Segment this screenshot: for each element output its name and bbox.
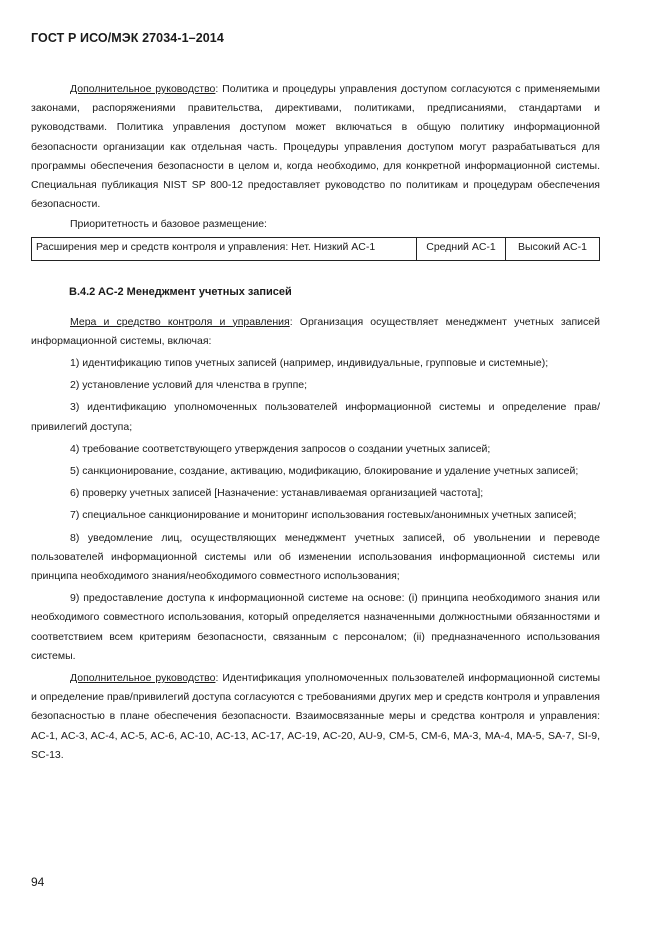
section-heading: B.4.2 AC-2 Менеджмент учетных записей	[69, 285, 292, 298]
list-item: 5) санкционирование, создание, активацию, модификацию, блокирование и удаление учетных записей;	[70, 465, 579, 478]
control-paragraph	[31, 313, 600, 351]
table-cell-high: Высокий AC-1	[506, 237, 600, 260]
list-item: 9) предоставление доступа к информационной системе на основе: (i) принципа необходимого знания или необходимого совместного использования, который определяется назначенными должностными обязанностями и соответствием всем критериям безопасности, связанным с персоналом; (ii) предназначенного использования системы.	[31, 592, 600, 662]
document-header: ГОСТ Р ИСО/МЭК 27034-1–2014	[31, 31, 224, 45]
table-cell-moderate: Средний AC-1	[417, 237, 506, 260]
control-items-list	[31, 354, 600, 666]
guidance-text: : Идентификация уполномоченных пользователей информационной системы и определение прав/привилегий доступа согласуются с требованиями других мер и средств контроля и управления безопасностью в плане обеспечения безопасности. Взаимосвязанные меры и средства контроля и управления: AC-1, AC-3, AC-4, AC-5, AC-6, AC-10, AC-13, AC-17, AC-19, AC-20, AU-9, CM-5, CM-6, MA-3, MA-4, MA-5, SA-7, SI-9, SC-13.	[31, 672, 600, 761]
baseline-table	[31, 237, 600, 261]
list-item: 8) уведомление лиц, осуществляющих менеджмент учетных записей, об увольнении и переводе пользователей информационной системы или об изменении использования информационной системы или принципа необходимого знания/необходимого совместного использования;	[31, 531, 600, 583]
guidance-paragraph-1	[31, 80, 600, 214]
list-item: 1) идентификацию типов учетных записей (например, индивидуальные, групповые и системные);	[70, 357, 549, 370]
list-item: 3) идентификацию уполномоченных пользователей информационной системы и определение прав/привилегий доступа;	[31, 401, 600, 433]
priority-line: Приоритетность и базовое размещение:	[70, 218, 267, 231]
table-row	[32, 237, 600, 260]
guidance-label: Дополнительное руководство	[70, 672, 216, 685]
list-item: 7) специальное санкционирование и мониторинг использования гостевых/анонимных учетных записей;	[70, 509, 577, 522]
control-text: : Организация осуществляет менеджмент учетных записей информационной системы, включая:	[31, 315, 600, 347]
guidance-label: Дополнительное руководство	[70, 83, 216, 95]
control-label: Мера и средство контроля и управления	[70, 315, 290, 328]
table-cell-extensions: Расширения мер и средств контроля и управления: Нет. Низкий AC-1	[32, 237, 417, 260]
page-number: 94	[31, 875, 45, 889]
page-content	[31, 80, 600, 765]
guidance-text: : Политика и процедуры управления доступом согласуются с применяемыми законами, распоряжениями правительства, директивами, политиками, предписаниями, стандартами и руководствами. Политика управления доступом может включаться в общую политику информационной безопасности организации как отдельная часть. Процедуры управления доступом могут разрабатываться для программы обеспечения безопасности в целом и, когда необходимо, для конкретной информационной системы. Специальная публикация NIST SP 800-12 предоставляет руководство по политикам и процедурам обеспечения безопасности.	[31, 83, 600, 211]
guidance-paragraph-2	[31, 669, 600, 765]
list-item: 2) установление условий для членства в группе;	[70, 379, 308, 392]
list-item: 6) проверку учетных записей [Назначение: устанавливаемая организацией частота];	[70, 487, 484, 500]
list-item: 4) требование соответствующего утверждения запросов о создании учетных записей;	[70, 442, 491, 455]
